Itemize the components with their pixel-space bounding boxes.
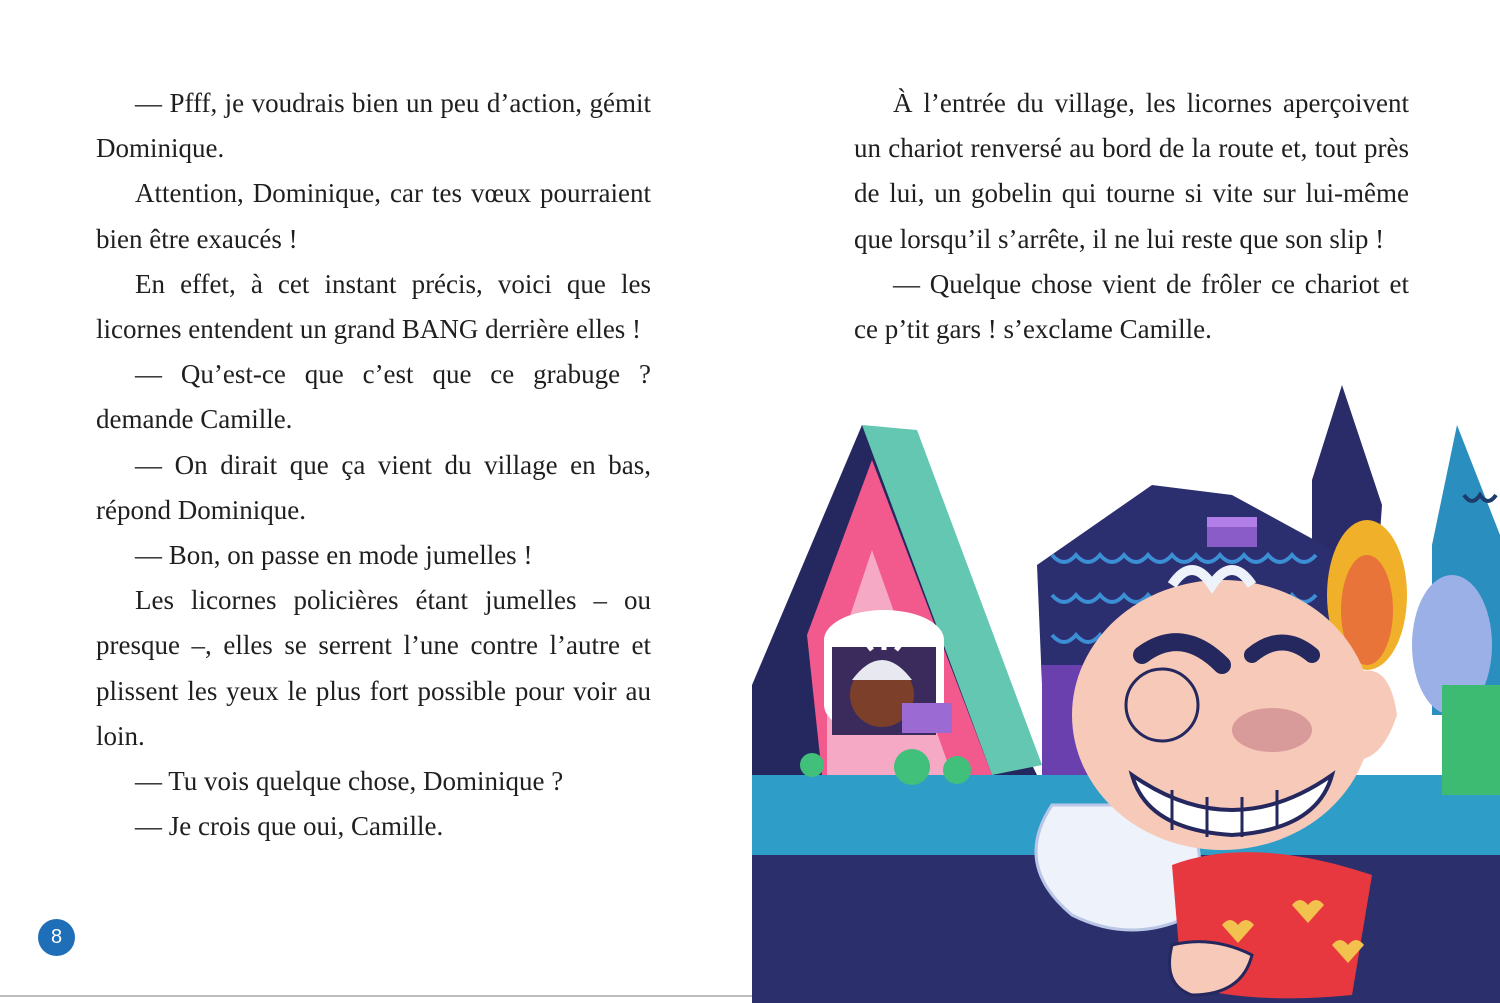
- paragraph: — On dirait que ça vient du village en bas, répond Dominique.: [96, 449, 651, 525]
- paragraph: À l’entrée du village, les licornes aperçoivent un chariot renversé au bord de la route et, tout près de lui, un gobelin qui tourne si vite sur lui-même que lorsqu’il s’arrête, il ne lui reste que son slip !: [854, 88, 1409, 254]
- right-page: [752, 0, 1500, 1003]
- page-bottom-rule: [0, 995, 752, 997]
- right-page-text: [854, 81, 1409, 352]
- pink-house: [752, 425, 1052, 805]
- paragraph: — Qu’est-ce que c’est que ce grabuge ? demande Camille.: [96, 359, 651, 435]
- paragraph: Les licornes policières étant jumelles – ou presque –, elles se serrent l’une contre l’autre et plissent les yeux le plus fort possible pour voir au loin.: [96, 585, 651, 751]
- paragraph: — Pfff, je voudrais bien un peu d’action, gémit Dominique.: [96, 88, 651, 164]
- paragraph: — Tu vois quelque chose, Dominique ?: [135, 766, 564, 797]
- paragraph: Attention, Dominique, car tes vœux pourraient bien être exaucés !: [96, 178, 651, 254]
- paragraph: — Bon, on passe en mode jumelles !: [135, 540, 533, 571]
- paragraph: — Je crois que oui, Camille.: [135, 811, 444, 842]
- paragraph: En effet, à cet instant précis, voici que les licornes entendent un grand BANG derrière elles !: [96, 268, 651, 345]
- paragraph: — Quelque chose vient de frôler ce chariot et ce p’tit gars ! s’exclame Camille.: [854, 268, 1409, 345]
- left-page-text: [96, 81, 651, 849]
- goblin-village-illustration: [752, 385, 1500, 1003]
- page-number-badge: 8: [38, 919, 75, 956]
